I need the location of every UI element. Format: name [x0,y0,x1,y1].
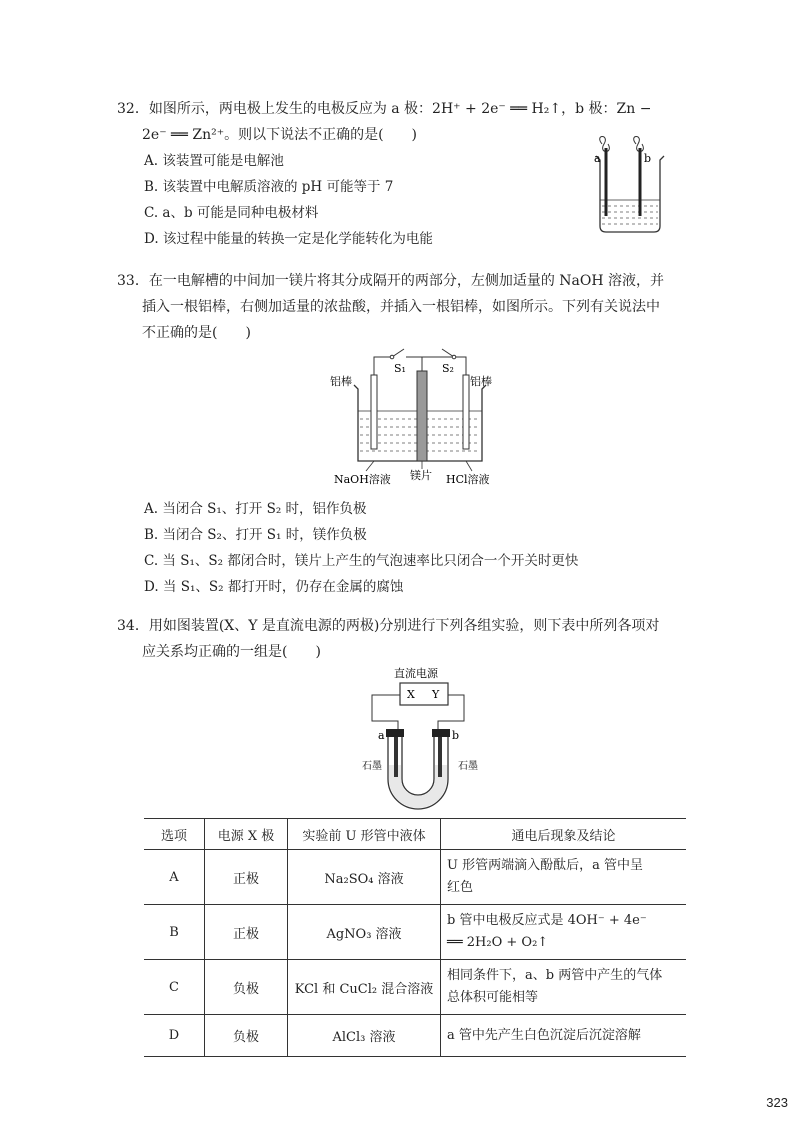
q33-electrolysis-cell-figure [330,345,500,487]
result-line-2: 总体积可能相等 [447,990,539,1005]
table-cell-option: A [144,850,205,905]
table-header-liquid: 实验前 U 形管中液体 [288,819,441,850]
table-row [144,905,686,960]
result-line-2: ══ 2H₂O + O₂↑ [447,935,549,950]
result-line-1: a 管中先产生白色沉淀后沉淀溶解 [447,1027,641,1043]
q33-stem-line2: 插入一根铝棒，右侧加适量的浓盐酸，并插入一根铝棒，如图所示。下列有关说法中 [142,299,660,315]
table-header-row [144,819,686,850]
table-cell-pole: 正极 [205,905,288,960]
table-cell-result [441,905,687,960]
q33-switch-s2: S₂ [442,362,454,375]
table-cell-liquid: AlCl₃ 溶液 [288,1015,441,1057]
table-header-result: 通电后现象及结论 [441,819,687,850]
q34-label-a: a [378,729,385,742]
table-row [144,850,686,905]
result-line-1: 相同条件下，a、b 两管中产生的气体 [447,968,663,983]
q33-naoh-label: NaOH溶液 [334,473,391,486]
q33-stem-line3: 不正确的是( ) [142,325,251,341]
table-header-option: 选项 [144,819,205,850]
q33-option-b: B. 当闭合 S₂、打开 S₁ 时，镁作负极 [144,527,367,543]
table-cell-option: C [144,960,205,1015]
q33-stem-line1: 33．在一电解槽的中间加一镁片将其分成隔开的两部分，左侧加适量的 NaOH 溶液，并 [117,273,664,289]
q34-right-graphite-label: 石墨 [458,761,478,772]
q32-beaker-figure [580,128,680,248]
q33-hcl-label: HCl溶液 [446,473,490,486]
q33-left-rod-label: 铝棒 [330,375,352,388]
table-cell-liquid: AgNO₃ 溶液 [288,905,441,960]
table-row [144,960,686,1015]
table-cell-pole: 负极 [205,1015,288,1057]
table-row [144,1015,686,1057]
q32-option-b: B. 该装置中电解质溶液的 pH 可能等于 7 [144,179,394,195]
table-cell-option: B [144,905,205,960]
q34-stem-line2: 应关系均正确的一组是( ) [142,644,321,660]
table-cell-option: D [144,1015,205,1057]
table-header-pole: 电源 X 极 [205,819,288,850]
q32-label-a: a [594,152,601,165]
q32-stem-line2: 2e⁻ ══ Zn²⁺。则以下说法不正确的是( ) [142,127,418,143]
result-line-1: b 管中电极反应式是 4OH⁻ + 4e⁻ [447,913,647,928]
q32-label-b: b [644,152,652,165]
q34-stem-line1: 34．用如图装置(X、Y 是直流电源的两极)分别进行下列各组实验，则下表中所列各项对 [117,618,660,634]
q33-option-a: A. 当闭合 S₁、打开 S₂ 时，铝作负极 [144,501,367,517]
q34-power-label: 直流电源 [394,667,438,680]
q34-u-tube-figure [358,665,478,815]
q32-stem-line1: 32．如图所示，两电极上发生的电极反应为 a 极：2H⁺ + 2e⁻ ══ H₂↑，b 极：Zn − [117,101,652,117]
q34-left-graphite-label: 石墨 [362,761,382,772]
q33-option-d: D. 当 S₁、S₂ 都打开时，仍存在金属的腐蚀 [144,579,404,595]
q32-option-d: D. 该过程中能量的转换一定是化学能转化为电能 [144,231,433,247]
table-cell-result [441,960,687,1015]
table-cell-result [441,1015,687,1057]
q33-option-c: C. 当 S₁、S₂ 都闭合时，镁片上产生的气泡速率比只闭合一个开关时更快 [144,553,579,569]
table-cell-result [441,850,687,905]
result-line-1: U 形管两端滴入酚酞后，a 管中呈 [447,858,643,873]
q34-pole-y: Y [432,688,440,701]
table-cell-pole: 正极 [205,850,288,905]
q34-pole-x: X [407,688,415,701]
table-cell-liquid: KCl 和 CuCl₂ 混合溶液 [288,960,441,1015]
page-number: 323 [766,1095,788,1110]
table-cell-liquid: Na₂SO₄ 溶液 [288,850,441,905]
result-line-2: 红色 [447,880,474,895]
q33-right-rod-label: 铝棒 [470,375,492,388]
q34-label-b: b [452,729,460,742]
q34-options-table [144,818,686,1057]
q33-mg-plate-label: 镁片 [410,469,432,482]
table-cell-pole: 负极 [205,960,288,1015]
q32-option-c: C. a、b 可能是同种电极材料 [144,205,319,221]
q33-switch-s1: S₁ [394,362,406,375]
q32-option-a: A. 该装置可能是电解池 [144,153,284,169]
